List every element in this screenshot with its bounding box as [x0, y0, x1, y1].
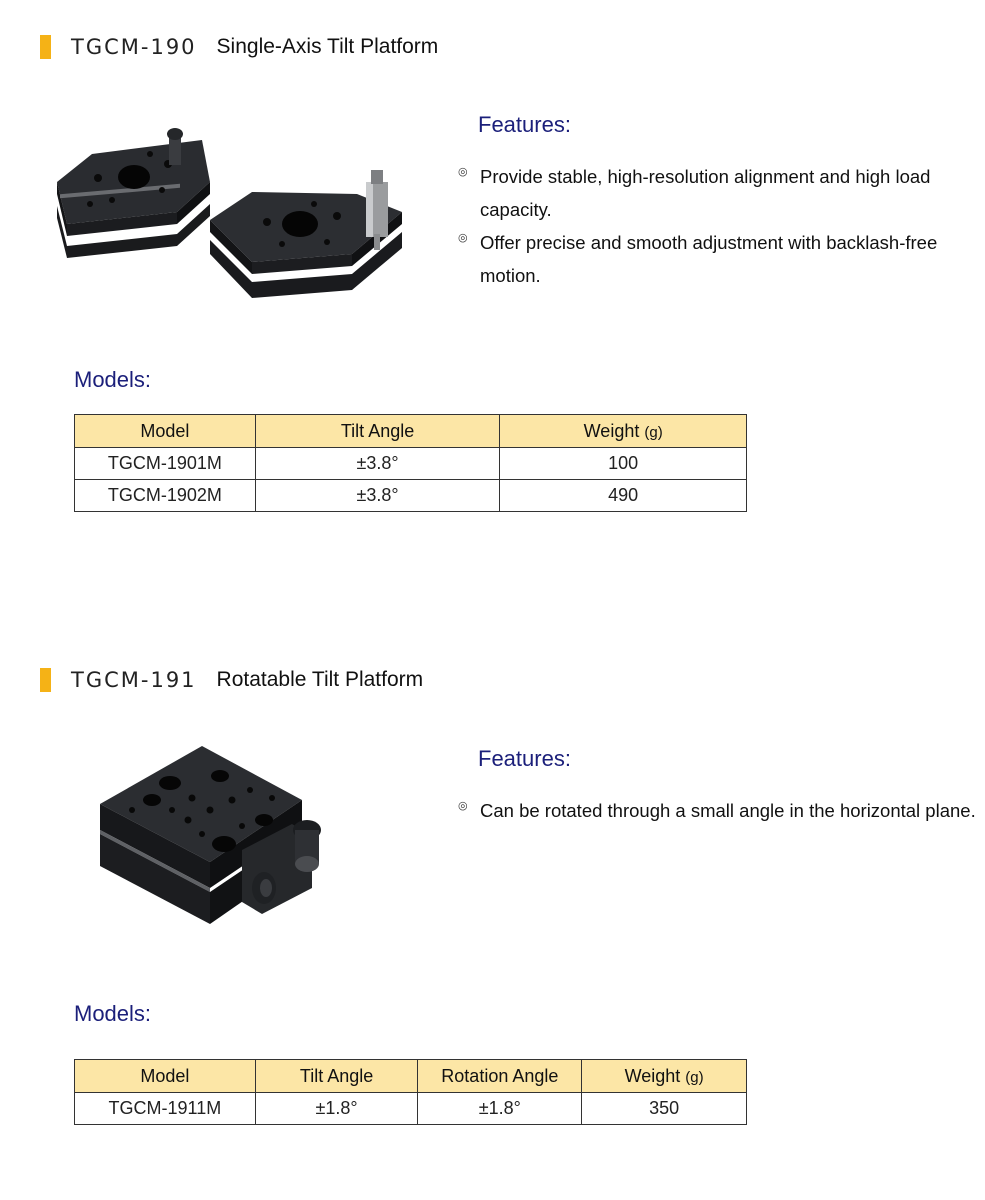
models-title: Models: — [74, 367, 152, 392]
product-code: TGCM-190 — [71, 35, 197, 59]
header-weight — [500, 415, 747, 448]
cell-model: TGCM-1902M — [75, 480, 256, 512]
cell-model: TGCM-1911M — [75, 1093, 256, 1125]
feature-text: Provide stable, high-resolution alignment and high load capacity. — [480, 166, 931, 220]
header-weight-label: Weight — [583, 420, 640, 441]
cell-rotation-angle: ±1.8° — [418, 1093, 582, 1125]
bullet-icon: ◎ — [458, 800, 468, 812]
product-code: TGCM-191 — [71, 668, 197, 692]
bullet-icon: ◎ — [458, 166, 468, 178]
feature-text: Can be rotated through a small angle in the horizontal plane. — [480, 800, 976, 821]
cell-tilt-angle: ±3.8° — [255, 448, 500, 480]
product-title: Single-Axis Tilt Platform — [216, 35, 439, 58]
product-photo — [52, 112, 412, 312]
table-header-row — [75, 415, 747, 448]
feature-item — [458, 160, 985, 226]
header-weight — [582, 1060, 747, 1093]
feature-item — [458, 794, 985, 827]
weight-unit: (g) — [685, 1068, 704, 1086]
features-title: Features: — [478, 746, 571, 771]
features-list — [458, 160, 985, 292]
product-photo — [92, 738, 342, 938]
section-header — [40, 32, 438, 62]
header-tilt-angle: Tilt Angle — [255, 1060, 418, 1093]
section-header — [40, 665, 423, 695]
cell-tilt-angle: ±3.8° — [255, 480, 500, 512]
accent-bar — [40, 668, 51, 692]
table-row — [75, 480, 747, 512]
cell-model: TGCM-1901M — [75, 448, 256, 480]
header-tilt-angle: Tilt Angle — [255, 415, 500, 448]
table-row — [75, 1093, 747, 1125]
cell-weight: 100 — [500, 448, 747, 480]
table-header-row — [75, 1060, 747, 1093]
features-list — [458, 794, 985, 827]
features-title: Features: — [478, 112, 571, 137]
weight-unit: (g) — [644, 423, 663, 441]
header-weight-label: Weight — [624, 1065, 681, 1086]
header-rotation-angle: Rotation Angle — [418, 1060, 582, 1093]
header-model: Model — [75, 415, 256, 448]
accent-bar — [40, 35, 51, 59]
models-table — [74, 1059, 747, 1125]
cell-tilt-angle: ±1.8° — [255, 1093, 418, 1125]
table-row — [75, 448, 747, 480]
product-title: Rotatable Tilt Platform — [216, 668, 424, 691]
cell-weight: 490 — [500, 480, 747, 512]
cell-weight: 350 — [582, 1093, 747, 1125]
models-table — [74, 414, 747, 512]
bullet-icon: ◎ — [458, 232, 468, 244]
header-model: Model — [75, 1060, 256, 1093]
models-title: Models: — [74, 1001, 152, 1026]
feature-text: Offer precise and smooth adjustment with backlash-free motion. — [480, 232, 938, 286]
feature-item — [458, 226, 985, 292]
